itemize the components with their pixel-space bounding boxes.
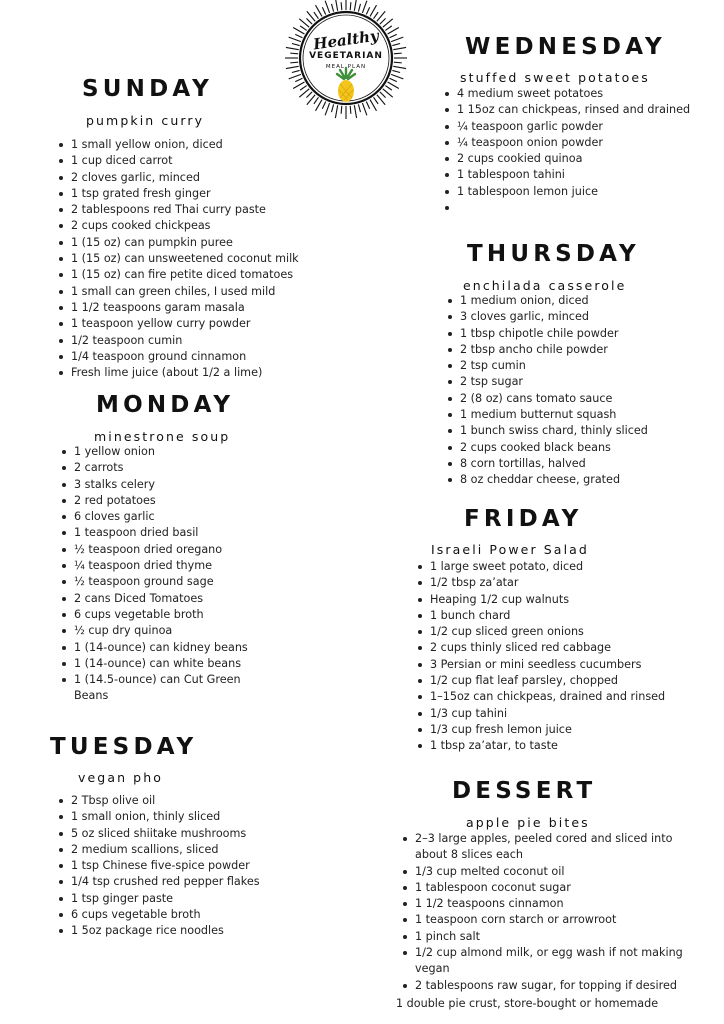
day-title-tuesday (50, 736, 197, 759)
day-heading: DESSERT (452, 778, 597, 804)
ingredient-item: 1 1/2 teaspoons garam masala (57, 300, 317, 316)
sunburst-ray (322, 7, 325, 14)
ingredient-item: 1/2 tbsp za’atar (416, 575, 696, 591)
sunburst-ring-icon (282, 0, 410, 122)
sunburst-ray (316, 5, 323, 16)
ingredient-item: Fresh lime juice (about 1/2 a lime) (57, 365, 317, 381)
logo-meal-plan-text: MEAL PLAN (325, 64, 367, 70)
ingredient-item: 1 tsp Chinese five-spice powder (57, 858, 307, 874)
ingredient-item: 5 oz sliced shiitake mushrooms (57, 826, 307, 842)
ingredients-dessert (401, 831, 707, 994)
ingredient-item: 1/4 tsp crushed red pepper flakes (57, 874, 307, 890)
ingredient-item: 2–3 large apples, peeled cored and sliced into about 8 slices each (401, 831, 707, 864)
ingredient-item: 2 cups cooked chickpeas (57, 218, 317, 234)
ingredient-item: 1 cup diced carrot (57, 153, 317, 169)
sunburst-ray (332, 4, 334, 12)
ingredients-thursday (446, 293, 706, 489)
sunburst-ray (393, 47, 406, 49)
ingredient-item: 1 yellow onion (60, 444, 265, 460)
ingredient-item: 1 (14-ounce) can kidney beans (60, 640, 265, 656)
sunburst-ray (306, 92, 312, 98)
day-heading: FRIDAY (464, 506, 583, 532)
ingredient-item: 1 pinch salt (401, 929, 707, 945)
day-heading: MONDAY (96, 392, 235, 418)
ingredient-item: 2 red potatoes (60, 493, 265, 509)
ingredient-item: 2 Tbsp olive oil (57, 793, 307, 809)
sunburst-ray (325, 1, 329, 13)
day-title-dessert (452, 780, 596, 803)
dish-name-wednesday: stuffed sweet potatoes (460, 70, 650, 85)
ingredient-item: 1 tbsp chipotle chile powder (446, 326, 706, 342)
ingredient-item: 2 cups cooked black beans (446, 440, 706, 456)
sunburst-ray (392, 44, 400, 46)
sunburst-ray (314, 12, 319, 19)
sunburst-ray (314, 97, 319, 104)
sunburst-ray (325, 103, 329, 115)
ingredient-item: 1 medium butternut squash (446, 407, 706, 423)
ingredient-item: 1 tbsp za’atar, to taste (416, 738, 696, 754)
sunburst-ray (295, 78, 302, 81)
ingredient-item: 1 bunch swiss chard, thinly sliced (446, 423, 706, 439)
ingredient-item: 2 cans Diced Tomatoes (60, 591, 265, 607)
sunburst-ray (292, 70, 300, 72)
ingredient-item: 2 tbsp ancho chile powder (446, 342, 706, 358)
sunburst-ray (370, 100, 377, 111)
ingredient-item: 1 tsp ginger paste (57, 891, 307, 907)
ingredient-item: 1/2 teaspoon cumin (57, 333, 317, 349)
ingredient-item: ½ cup dry quinoa (60, 623, 265, 639)
ingredient-item: 3 cloves garlic, minced (446, 309, 706, 325)
dish-name-monday: minestrone soup (94, 429, 231, 444)
sunburst-ray (366, 102, 369, 109)
ingredient-item: 2 cups thinly sliced red cabbage (416, 640, 696, 656)
day-title-wednesday (465, 36, 666, 59)
day-heading: THURSDAY (467, 241, 640, 267)
ingredient-item: ¼ teaspoon garlic powder (443, 119, 713, 135)
dessert-footer-note: 1 double pie crust, store-bought or homemade (396, 997, 659, 1010)
sunburst-ray (341, 106, 342, 114)
day-title-sunday (82, 78, 213, 101)
ingredient-item: 2 carrots (60, 460, 265, 476)
sunburst-ray (374, 12, 379, 19)
sunburst-ray (350, 2, 351, 10)
ingredient-item: 2 medium scallions, sliced (57, 842, 307, 858)
ingredient-item: 1 teaspoon corn starch or arrowroot (401, 912, 707, 928)
ingredient-item: 1 15oz can chickpeas, rinsed and drained (443, 102, 713, 118)
sunburst-ray (374, 97, 379, 104)
ingredient-item: 3 stalks celery (60, 477, 265, 493)
day-title-thursday (467, 243, 640, 266)
ingredient-item: ¼ teaspoon dried thyme (60, 558, 265, 574)
sunburst-ray (350, 106, 351, 114)
ingredient-item: 2 tsp cumin (446, 358, 706, 374)
ingredient-item: 2 cloves garlic, minced (57, 170, 317, 186)
ingredients-friday (416, 559, 696, 755)
ingredient-item: 1–15oz can chickpeas, drained and rinsed (416, 689, 696, 705)
dish-name-tuesday: vegan pho (78, 770, 163, 785)
ingredient-item: 1 (15 oz) can pumpkin puree (57, 235, 317, 251)
ingredient-item: 1 large sweet potato, diced (416, 559, 696, 575)
sunburst-ray (358, 4, 360, 12)
sunburst-ray (385, 86, 392, 91)
logo-badge (282, 0, 410, 122)
ingredient-item: 1 teaspoon yellow curry powder (57, 316, 317, 332)
ingredient-item: 1 teaspoon dried basil (60, 525, 265, 541)
ingredient-item: 2 cups cookied quinoa (443, 151, 713, 167)
ingredient-item: 1 (14.5-ounce) can Cut Green Beans (60, 672, 265, 705)
day-heading: SUNDAY (82, 76, 214, 102)
sunburst-ray (341, 2, 342, 10)
sunburst-ray (388, 82, 399, 89)
sunburst-ray (290, 62, 298, 63)
ingredient-item: 6 cups vegetable broth (60, 607, 265, 623)
ingredient-item: ½ teaspoon ground sage (60, 574, 265, 590)
sunburst-ray (354, 0, 356, 11)
sunburst-ray (293, 28, 304, 35)
ingredient-item: 1 tablespoon lemon juice (443, 184, 713, 200)
ingredient-item: 3 Persian or mini seedless cucumbers (416, 657, 696, 673)
sunburst-ray (362, 103, 366, 115)
logo-healthy-text: Healthy (312, 26, 380, 54)
day-title-monday (96, 394, 234, 417)
sunburst-ray (394, 62, 402, 63)
ingredient-item: 1 small onion, thinly sliced (57, 809, 307, 825)
ingredient-item: 8 corn tortillas, halved (446, 456, 706, 472)
sunburst-ray (391, 74, 403, 78)
sunburst-ray (293, 82, 304, 89)
ingredient-item: 1 5oz package rice noodles (57, 923, 307, 939)
ingredient-item: 1 (15 oz) can fire petite diced tomatoes (57, 267, 317, 283)
dish-name-sunday: pumpkin curry (86, 113, 205, 128)
ingredients-tuesday (57, 793, 307, 940)
sunburst-ray (380, 92, 386, 98)
ingredient-item: 1 small can green chiles, I used mild (57, 284, 317, 300)
ingredient-item: 1 medium onion, diced (446, 293, 706, 309)
ingredient-item: 2 (8 oz) cans tomato sauce (446, 391, 706, 407)
sunburst-ray (362, 1, 366, 13)
sunburst-ray (289, 74, 301, 78)
sunburst-ray (370, 5, 377, 16)
ingredient-item: 2 tablespoons raw sugar, for topping if desired (401, 978, 707, 994)
sunburst-ray (358, 104, 360, 112)
ingredient-item: 1 (14-ounce) can white beans (60, 656, 265, 672)
ingredient-item: 1 1/2 teaspoons cinnamon (401, 896, 707, 912)
day-heading: WEDNESDAY (465, 34, 666, 60)
ingredient-item: 1/2 cup flat leaf parsley, chopped (416, 673, 696, 689)
ingredient-item: 8 oz cheddar cheese, grated (446, 472, 706, 488)
ingredient-item: ¼ teaspoon onion powder (443, 135, 713, 151)
ingredient-item: 1 tsp grated fresh ginger (57, 186, 317, 202)
sunburst-ray (300, 26, 307, 31)
ingredient-item: 1 (15 oz) can unsweetened coconut milk (57, 251, 317, 267)
ingredient-item: 1 bunch chard (416, 608, 696, 624)
ingredient-item: ½ teaspoon dried oregano (60, 542, 265, 558)
sunburst-ray (306, 18, 312, 24)
ingredient-item: 2 tablespoons red Thai curry paste (57, 202, 317, 218)
ingredients-sunday (57, 137, 317, 381)
ingredients-wednesday (443, 86, 713, 200)
sunburst-ray (322, 102, 325, 109)
sunburst-ray (392, 70, 400, 72)
day-heading: TUESDAY (50, 734, 198, 760)
ingredient-item: 4 medium sweet potatoes (443, 86, 713, 102)
sunburst-ray (390, 78, 397, 81)
ingredient-item: 1/3 cup fresh lemon juice (416, 722, 696, 738)
day-title-friday (464, 508, 583, 531)
ingredient-item: 1 tablespoon tahini (443, 167, 713, 183)
ingredient-item: 1/2 cup sliced green onions (416, 624, 696, 640)
logo-vegetarian-text: VEGETARIAN (309, 51, 383, 61)
ingredient-item: Heaping 1/2 cup walnuts (416, 592, 696, 608)
ingredient-item: 1/4 teaspoon ground cinnamon (57, 349, 317, 365)
sunburst-ray (380, 18, 386, 24)
sunburst-ray (335, 0, 337, 11)
ingredient-item: 1 small yellow onion, diced (57, 137, 317, 153)
ingredient-item: 1/2 cup almond milk, or egg wash if not making vegan (401, 945, 707, 978)
sunburst-ray (335, 105, 337, 118)
ingredient-item: 1/3 cup melted coconut oil (401, 864, 707, 880)
ingredient-item: 1 tablespoon coconut sugar (401, 880, 707, 896)
dish-name-dessert: apple pie bites (466, 815, 590, 830)
ingredient-item: 6 cups vegetable broth (57, 907, 307, 923)
sunburst-ray (332, 104, 334, 112)
ingredient-item: 2 tsp sugar (446, 374, 706, 390)
sunburst-ray (300, 86, 307, 91)
dish-name-friday: Israeli Power Salad (431, 542, 589, 557)
sunburst-ray (316, 100, 323, 111)
dish-name-thursday: enchilada casserole (463, 278, 627, 293)
ingredients-monday (60, 444, 265, 705)
sunburst-ray (354, 105, 356, 118)
sunburst-ray (366, 7, 369, 14)
ingredient-item: 6 cloves garlic (60, 509, 265, 525)
ingredient-item: 1/3 cup tahini (416, 706, 696, 722)
